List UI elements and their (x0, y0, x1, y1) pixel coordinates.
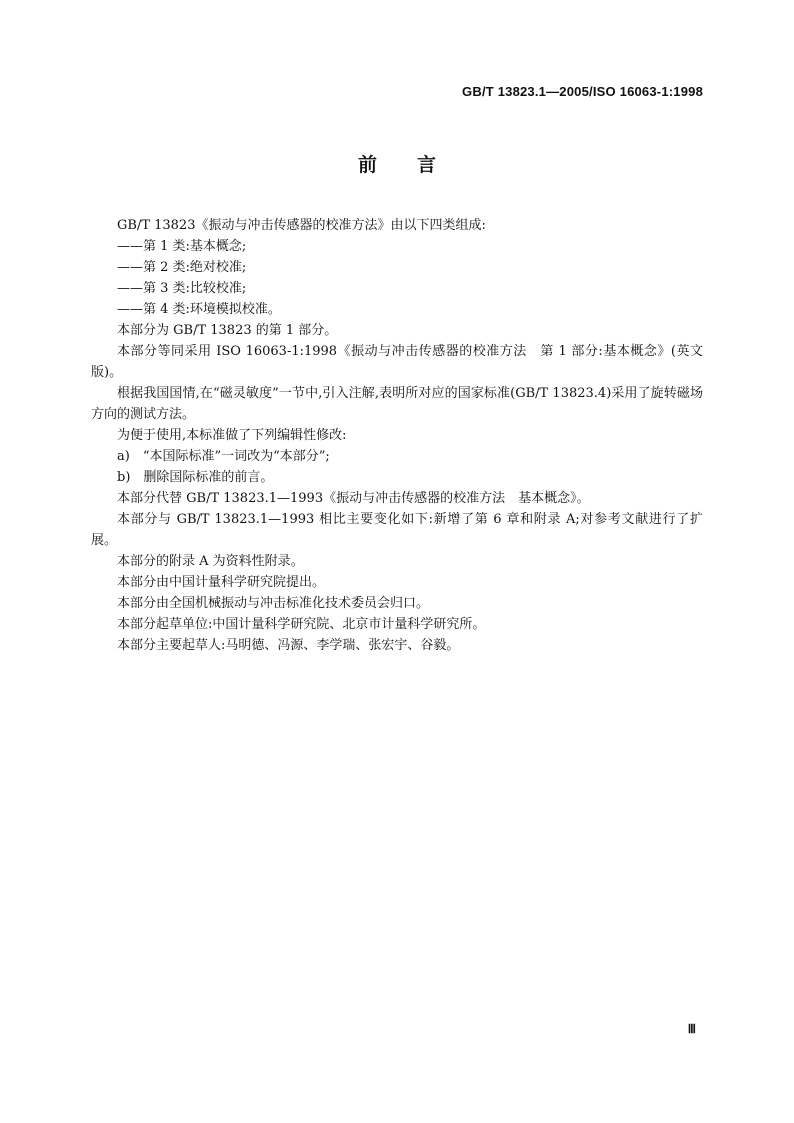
paragraph-drafting-units: 本部分起草单位:中国计量科学研究院、北京市计量科学研究所。 (117, 617, 486, 632)
list-item-part-3: ——第 3 类:比较校准; (117, 281, 247, 296)
foreword-body (91, 215, 703, 656)
paragraph-annex: 本部分的附录 A 为资料性附录。 (117, 554, 304, 569)
list-item-edit-a: a) “本国际标准”一词改为“本部分”; (117, 449, 330, 464)
paragraph-drafters: 本部分主要起草人:马明德、冯源、李学瑞、张宏宇、谷毅。 (117, 638, 460, 653)
page-number: Ⅲ (687, 1022, 696, 1036)
list-item-part-1: ——第 1 类:基本概念; (117, 239, 247, 254)
paragraph-changes: 本部分与 GB/T 13823.1—1993 相比主要变化如下:新增了第 6 章和附录 A;对参考文献进行了扩展。 (91, 512, 703, 548)
list-item-part-2: ——第 2 类:绝对校准; (117, 260, 247, 275)
paragraph-adoption: 本部分等同采用 ISO 16063-1:1998《振动与冲击传感器的校准方法 第 1 部分:基本概念》(英文版)。 (91, 344, 703, 380)
paragraph-centralized-by: 本部分由全国机械振动与冲击标准化技术委员会归口。 (117, 596, 430, 611)
paragraph-part-number: 本部分为 GB/T 13823 的第 1 部分。 (117, 323, 338, 338)
paragraph-replaces: 本部分代替 GB/T 13823.1—1993《振动与冲击传感器的校准方法 基本概念》。 (117, 491, 590, 506)
standard-code-header: GB/T 13823.1—2005/ISO 16063-1:1998 (462, 84, 703, 99)
paragraph-national-note: 根据我国国情,在“磁灵敏度”一节中,引入注解,表明所对应的国家标准(GB/T 13823.4)采用了旋转磁场方向的测试方法。 (91, 386, 703, 422)
paragraph-proposed-by: 本部分由中国计量科学研究院提出。 (117, 575, 326, 590)
page-title: 前言 (357, 154, 476, 176)
paragraph-composition: GB/T 13823《振动与冲击传感器的校准方法》由以下四类组成: (117, 218, 486, 233)
list-item-edit-b: b) 删除国际标准的前言。 (117, 470, 274, 485)
paragraph-editorial: 为便于使用,本标准做了下列编辑性修改: (117, 428, 347, 443)
list-item-part-4: ——第 4 类:环境模拟校准。 (117, 302, 281, 317)
